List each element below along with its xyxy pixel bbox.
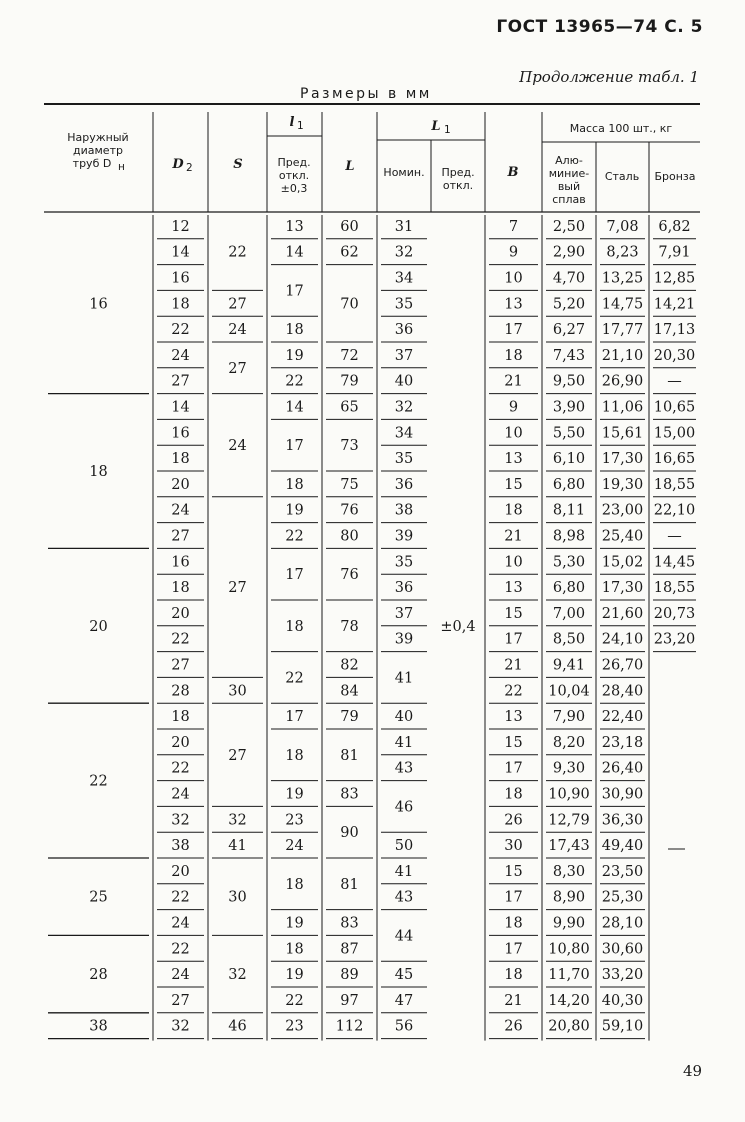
- header-s: S: [233, 157, 243, 172]
- table-cell: 41: [394, 863, 414, 880]
- table-cell: 18: [504, 967, 523, 984]
- table-cell: 19: [285, 502, 304, 519]
- table-cell: 41: [394, 734, 414, 751]
- table-cell: —: [667, 373, 682, 390]
- table-cell: 25,30: [601, 889, 644, 906]
- table-cell: 11,70: [548, 967, 590, 984]
- table-cell: 21: [504, 528, 523, 545]
- table-cell: 24: [171, 967, 190, 984]
- merged-cell: 38: [89, 1018, 108, 1035]
- table-cell: 17: [504, 760, 523, 777]
- table-cell: 23,50: [601, 863, 644, 880]
- table-cell: 6,10: [552, 451, 586, 468]
- table-cell: 8,98: [552, 528, 586, 545]
- merged-cell: 41: [394, 670, 414, 687]
- table-cell: 25,40: [601, 528, 644, 545]
- table-cell: 22: [171, 760, 190, 777]
- table-cell: 24: [171, 502, 190, 519]
- header-b: B: [507, 165, 519, 180]
- table-cell: 56: [394, 1018, 414, 1035]
- table-cell: 37: [394, 605, 414, 622]
- merged-cell: 17: [285, 438, 304, 455]
- table-cell: 38: [394, 502, 414, 519]
- table-cell: 18: [504, 347, 523, 364]
- table-cell: 19: [285, 915, 304, 932]
- merged-cell: 44: [394, 928, 414, 945]
- table-cell: 23: [285, 1018, 304, 1035]
- merged-cell: 18: [285, 876, 304, 893]
- table-cell: 17: [504, 889, 523, 906]
- table-cell: 14: [171, 244, 190, 261]
- table-cell: 65: [340, 399, 359, 416]
- table-cell: 16: [171, 554, 190, 571]
- table-cell: 14,21: [653, 296, 696, 313]
- merged-cell: 46: [228, 1018, 247, 1035]
- table-cell: 40: [394, 709, 414, 726]
- table-cell: 82: [340, 657, 359, 674]
- table-cell: 10,65: [653, 399, 696, 416]
- table-cell: 6,82: [658, 218, 691, 235]
- merged-cell: 32: [228, 967, 247, 984]
- table-cell: 21,60: [601, 605, 644, 622]
- table-cell: 18: [171, 451, 190, 468]
- header-L1-sub: 1: [444, 124, 451, 136]
- header-outer-diameter-line3: труб D: [72, 157, 112, 170]
- table-cell: 59,10: [601, 1018, 644, 1035]
- table-cell: 5,30: [552, 554, 586, 571]
- table-cell: 9,41: [552, 657, 586, 674]
- table-cell: 15,02: [601, 554, 644, 571]
- table-cell: 17,30: [601, 451, 644, 468]
- table-cell: 37: [394, 347, 414, 364]
- table-cell: —: [667, 528, 682, 545]
- table-cell: 33,20: [601, 967, 644, 984]
- table-cell: 18: [171, 709, 190, 726]
- table-cell: 18: [171, 296, 190, 313]
- header-mass: Масса 100 шт., кг: [569, 122, 673, 135]
- table-cell: 27: [171, 657, 190, 674]
- table-cell: 22: [285, 528, 304, 545]
- table-cell: 13: [504, 451, 523, 468]
- merged-cell: 73: [340, 438, 359, 455]
- merged-cell: 18: [89, 464, 108, 480]
- table-cell: 18: [285, 322, 304, 339]
- table-cell: 10: [504, 270, 523, 287]
- table-cell: 34: [394, 425, 414, 442]
- table-cell: 17: [504, 322, 523, 339]
- table-cell: 22: [285, 373, 304, 390]
- table-cell: 8,30: [552, 863, 586, 880]
- table-cell: 20: [171, 863, 190, 880]
- header-l1-sub: 1: [297, 120, 304, 132]
- units-caption: Размеры в мм: [300, 86, 432, 102]
- table-cell: 14: [171, 399, 190, 416]
- table-cell: 10,80: [548, 941, 590, 958]
- table-cell: 22: [171, 889, 190, 906]
- merged-cell: 22: [89, 773, 108, 790]
- table-cell: 15: [504, 734, 523, 751]
- table-cell: 19: [285, 347, 304, 364]
- table-continuation-caption: Продолжение табл. 1: [519, 68, 699, 86]
- table-cell: 17: [504, 631, 523, 648]
- header-dev-line2: откл.: [442, 179, 474, 192]
- table-cell: 24: [171, 786, 190, 803]
- table-cell: 13: [504, 296, 523, 313]
- table-cell: 15: [504, 605, 523, 622]
- merged-cell: 81: [340, 747, 359, 764]
- merged-cell: 46: [394, 799, 414, 816]
- table-cell: 9,50: [552, 373, 586, 390]
- table-cell: 40,30: [601, 992, 644, 1009]
- table-cell: 84: [340, 683, 359, 700]
- merged-cell: 20: [89, 618, 108, 635]
- table-cell: 18: [504, 786, 523, 803]
- table-cell: 20: [171, 734, 190, 751]
- table-cell: 12,85: [653, 270, 696, 287]
- table-cell: 23,00: [601, 502, 644, 519]
- table-cell: 22: [171, 941, 190, 958]
- table-cell: 2,50: [552, 218, 586, 235]
- table-cell: 30,60: [601, 941, 644, 958]
- merged-cell: 24: [228, 438, 247, 455]
- table-cell: 17,30: [601, 580, 644, 597]
- merged-cell: 27: [228, 580, 247, 597]
- merged-cell: 27: [228, 747, 247, 764]
- table-cell: 34: [394, 270, 414, 287]
- table-cell: 23,20: [653, 631, 696, 648]
- table-cell: 27: [171, 528, 190, 545]
- table-cell: 21: [504, 657, 523, 674]
- merged-cell: 17: [285, 283, 304, 300]
- table-cell: 17: [285, 709, 304, 726]
- table-cell: 26,70: [601, 657, 644, 674]
- table-cell: 13: [285, 218, 304, 235]
- table-cell: 6,80: [552, 476, 586, 493]
- table-cell: 20: [171, 605, 190, 622]
- table-cell: 17: [504, 941, 523, 958]
- merged-cell: 16: [89, 296, 108, 313]
- table-cell: 6,27: [552, 322, 586, 339]
- table-cell: 24: [171, 347, 190, 364]
- table-cell: 10,90: [548, 786, 590, 803]
- table-cell: 87: [340, 941, 359, 958]
- table-cell: 15,00: [653, 425, 696, 442]
- header-outer-diameter-line2: диаметр: [73, 144, 123, 157]
- table-cell: 18,55: [653, 580, 696, 597]
- table-cell: 38: [171, 838, 190, 855]
- merged-cell: 22: [285, 670, 304, 687]
- table-cell: 13,25: [601, 270, 644, 287]
- table-cell: 28,40: [601, 683, 644, 700]
- table-cell: 14: [285, 399, 304, 416]
- table-cell: 10,04: [548, 683, 590, 700]
- table-cell: 62: [340, 244, 359, 261]
- header-d2: D: [172, 157, 184, 172]
- merged-cell: 30: [228, 683, 247, 700]
- table-cell: 8,90: [552, 889, 586, 906]
- header-aluminium-line1: Алю-: [555, 154, 583, 167]
- merged-cell: 70: [340, 296, 359, 313]
- header-l1: l: [289, 115, 295, 130]
- table-cell: 49,40: [601, 838, 644, 855]
- table-cell: 30,90: [601, 786, 644, 803]
- table-cell: 12,79: [548, 812, 590, 829]
- table-cell: 12: [171, 218, 190, 235]
- table-cell: 18: [504, 502, 523, 519]
- table-cell: 21: [504, 373, 523, 390]
- table-cell: 15,61: [601, 425, 644, 442]
- merged-cell: 18: [285, 618, 304, 635]
- header-nominal: Номин.: [383, 166, 425, 179]
- table-cell: 5,20: [552, 296, 586, 313]
- table-cell: 43: [394, 889, 414, 906]
- merged-cell: 17: [285, 567, 304, 584]
- table-cell: 19: [285, 967, 304, 984]
- table-cell: 26,90: [601, 373, 644, 390]
- table-cell: 16: [171, 270, 190, 287]
- table-cell: 45: [394, 967, 414, 984]
- header-l1-dev-line3: ±0,3: [280, 182, 308, 195]
- table-cell: 16,65: [653, 451, 696, 468]
- table-cell: 32: [394, 244, 414, 261]
- table-cell: 20,80: [548, 1018, 590, 1035]
- table-cell: 7,43: [552, 347, 586, 364]
- table-cell: 8,11: [552, 502, 586, 519]
- table-cell: 32: [171, 1018, 190, 1035]
- table-cell: 40: [394, 373, 414, 390]
- table-cell: 36,30: [601, 812, 644, 829]
- table-cell: 26,40: [601, 760, 644, 777]
- document-header: ГОСТ 13965—74 С. 5: [496, 17, 703, 37]
- table-cell: 13: [504, 709, 523, 726]
- header-l1-dev-line2: откл.: [278, 169, 310, 182]
- page-number: 49: [683, 1062, 703, 1080]
- table-cell: 10: [504, 425, 523, 442]
- table-cell: 9: [508, 244, 519, 261]
- table-cell: 5,50: [552, 425, 586, 442]
- table-cell: 2,90: [552, 244, 586, 261]
- header-dev-line1: Пред.: [441, 166, 475, 179]
- table-cell: 15: [504, 476, 523, 493]
- table-cell: 27: [171, 373, 190, 390]
- merged-cell: ±0,4: [440, 618, 476, 635]
- table-cell: 19: [285, 786, 304, 803]
- table-cell: 4,70: [552, 270, 586, 287]
- table-cell: 22,10: [653, 502, 696, 519]
- table-cell: 7,08: [606, 218, 639, 235]
- header-aluminium-line4: сплав: [552, 193, 586, 206]
- table-cell: 60: [340, 218, 359, 235]
- merged-cell: 41: [228, 838, 247, 855]
- table-cell: 20,73: [653, 605, 696, 622]
- table-cell: 22: [171, 322, 190, 339]
- table-cell: 50: [394, 838, 414, 855]
- merged-cell: 78: [340, 618, 359, 635]
- header-bronze: Бронза: [654, 170, 696, 183]
- table-cell: 21,10: [601, 347, 644, 364]
- header-outer-diameter-sub: н: [118, 161, 125, 173]
- table-cell: 35: [394, 451, 414, 468]
- merged-cell: 81: [340, 876, 359, 893]
- table-cell: 83: [340, 786, 359, 803]
- table-cell: 26: [504, 1018, 523, 1035]
- table-cell: 39: [394, 528, 414, 545]
- table-cell: 32: [394, 399, 414, 416]
- table-cell: 8,23: [606, 244, 639, 261]
- table-cell: 22: [171, 631, 190, 648]
- table-cell: 75: [340, 476, 359, 493]
- table-cell: 7: [508, 218, 519, 235]
- merged-cell: 32: [228, 812, 247, 829]
- table-cell: 35: [394, 554, 414, 571]
- table-cell: 9,30: [552, 760, 586, 777]
- table-cell: 24,10: [601, 631, 644, 648]
- table-cell: 14: [285, 244, 304, 261]
- table-cell: 36: [394, 476, 414, 493]
- table-cell: 83: [340, 915, 359, 932]
- table-cell: 18: [504, 915, 523, 932]
- merged-cell: 27: [228, 296, 247, 313]
- table-cell: 24: [171, 915, 190, 932]
- table-cell: 28,10: [601, 915, 644, 932]
- table-cell: 47: [394, 992, 414, 1009]
- table-cell: 22: [504, 683, 523, 700]
- table-cell: 22,40: [601, 709, 644, 726]
- table-cell: 79: [340, 709, 359, 726]
- table-cell: 11,06: [601, 399, 644, 416]
- table-cell: 26: [504, 812, 523, 829]
- merged-cell: 28: [89, 967, 108, 984]
- table-cell: 23,18: [601, 734, 644, 751]
- table-cell: 80: [340, 528, 359, 545]
- table-cell: 18: [171, 580, 190, 597]
- table-cell: 7,91: [658, 244, 691, 261]
- merged-cell: 30: [228, 889, 247, 906]
- table-cell: 8,50: [552, 631, 586, 648]
- header-aluminium-line2: миние-: [548, 167, 590, 180]
- table-cell: 16: [171, 425, 190, 442]
- header-L1: L: [431, 119, 441, 134]
- table-cell: 18: [285, 941, 304, 958]
- table-cell: 19,30: [601, 476, 644, 493]
- table-cell: 27: [171, 992, 190, 1009]
- table-cell: 7,90: [552, 709, 586, 726]
- header-steel: Сталь: [604, 170, 640, 183]
- table-cell: 23: [285, 812, 304, 829]
- merged-cell: 25: [89, 889, 108, 906]
- table-cell: 39: [394, 631, 414, 648]
- table-cell: 112: [335, 1018, 364, 1035]
- header-l1-dev-line1: Пред.: [277, 156, 311, 169]
- table-cell: 36: [394, 322, 414, 339]
- header-outer-diameter-line1: Наружный: [67, 131, 129, 144]
- table-cell: 72: [340, 347, 359, 364]
- table-cell: 15: [504, 863, 523, 880]
- table-cell: 20: [171, 476, 190, 493]
- table-cell: 8,20: [552, 734, 586, 751]
- table-cell: 3,90: [552, 399, 586, 416]
- table-cell: 10: [504, 554, 523, 571]
- table-cell: 14,75: [601, 296, 644, 313]
- table-cell: 18: [285, 476, 304, 493]
- table-cell: 17,13: [653, 322, 696, 339]
- table-cell: 24: [285, 838, 304, 855]
- table-cell: 14,45: [653, 554, 696, 571]
- merged-cell: 76: [340, 567, 359, 584]
- table-cell: 31: [394, 218, 414, 235]
- table-cell: 17,43: [548, 838, 590, 855]
- table-cell: 9: [508, 399, 519, 416]
- merged-cell: 90: [340, 825, 359, 842]
- header-aluminium-line3: вый: [557, 180, 581, 193]
- table-cell: 76: [340, 502, 359, 519]
- table-cell: 97: [340, 992, 359, 1009]
- table-cell: 89: [340, 967, 359, 984]
- table-cell: 28: [171, 683, 190, 700]
- table-cell: 6,80: [552, 580, 586, 597]
- table-cell: 43: [394, 760, 414, 777]
- table-cell: 32: [171, 812, 190, 829]
- table-cell: 7,00: [552, 605, 586, 622]
- merged-cell: 24: [228, 322, 247, 339]
- table-cell: 30: [504, 838, 523, 855]
- table-body: [48, 215, 696, 1041]
- merged-cell: 27: [228, 360, 247, 377]
- table-cell: 18,55: [653, 476, 696, 493]
- table-cell: 22: [285, 992, 304, 1009]
- header-L: L: [345, 159, 355, 174]
- table-cell: 17,77: [601, 322, 644, 339]
- table-cell: 36: [394, 580, 414, 597]
- header-d2-sub: 2: [186, 162, 193, 174]
- table-cell: 21: [504, 992, 523, 1009]
- merged-cell: 22: [228, 244, 247, 261]
- merged-cell: 18: [285, 747, 304, 764]
- table-cell: 13: [504, 580, 523, 597]
- table-cell: 9,90: [552, 915, 586, 932]
- table-cell: 79: [340, 373, 359, 390]
- table-cell: 35: [394, 296, 414, 313]
- table-cell: 20,30: [653, 347, 696, 364]
- table-cell: 14,20: [548, 992, 590, 1009]
